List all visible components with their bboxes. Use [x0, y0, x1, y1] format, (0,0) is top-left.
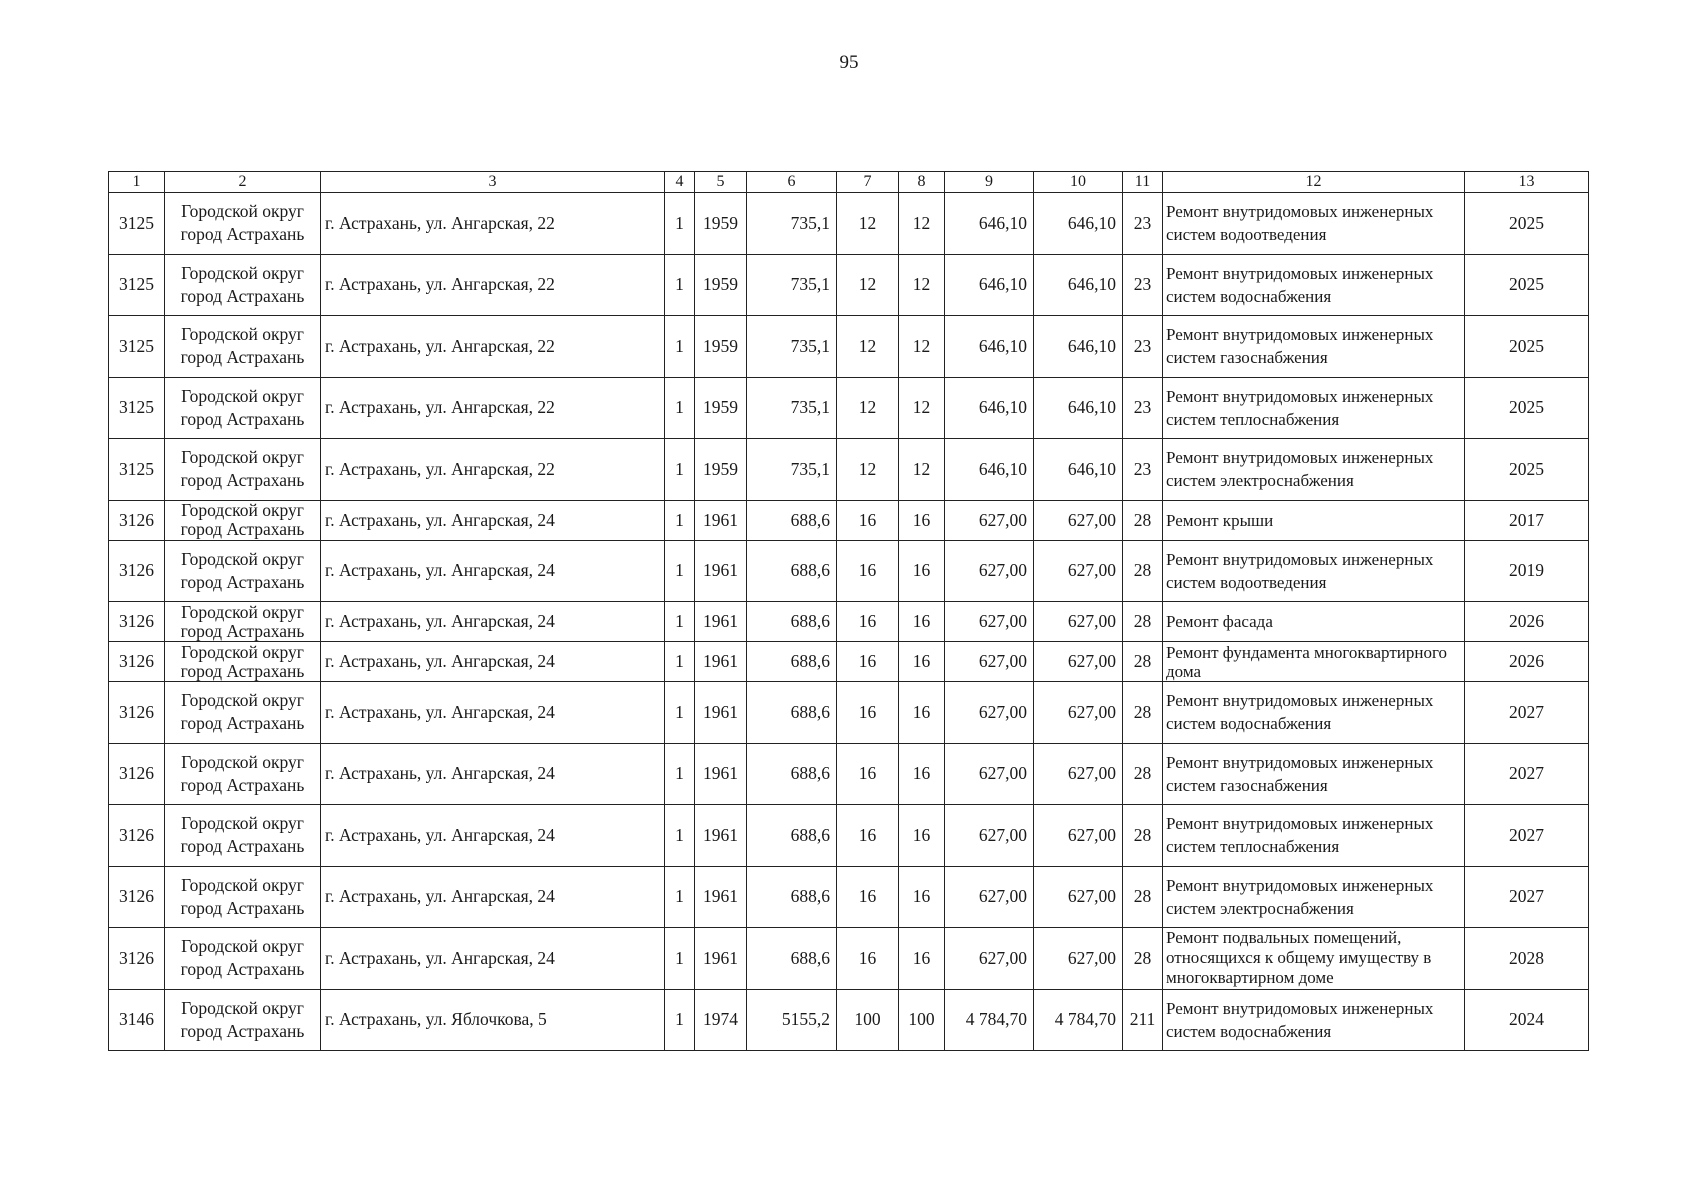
- address-cell: г. Астрахань, ул. Ангарская, 22: [321, 316, 665, 378]
- column-header: 10: [1034, 172, 1123, 193]
- residents-cell: 23: [1123, 439, 1163, 501]
- municipality-cell: Городской округ город Астрахань: [165, 316, 321, 378]
- address-cell: г. Астрахань, ул. Ангарская, 24: [321, 866, 665, 928]
- address-cell: г. Астрахань, ул. Ангарская, 22: [321, 377, 665, 439]
- row-number-cell: 3126: [109, 602, 165, 642]
- table-row: [109, 540, 1589, 602]
- repair-year-cell: 2025: [1465, 193, 1589, 255]
- col10-cell: 627,00: [1034, 805, 1123, 867]
- living-area-cell: 627,00: [945, 642, 1034, 682]
- address-cell: г. Астрахань, ул. Ангарская, 24: [321, 642, 665, 682]
- total-area-cell: 735,1: [747, 254, 837, 316]
- col4-cell: 1: [665, 866, 695, 928]
- column-header: 2: [165, 172, 321, 193]
- residents-cell: 28: [1123, 540, 1163, 602]
- living-area-cell: 646,10: [945, 377, 1034, 439]
- year-built-cell: 1961: [695, 602, 747, 642]
- repair-year-cell: 2027: [1465, 866, 1589, 928]
- residents-cell: 28: [1123, 682, 1163, 744]
- row-number-cell: 3126: [109, 540, 165, 602]
- repair-year-cell: 2025: [1465, 316, 1589, 378]
- col8-cell: 12: [899, 439, 945, 501]
- col4-cell: 1: [665, 193, 695, 255]
- living-area-cell: 646,10: [945, 316, 1034, 378]
- living-area-cell: 627,00: [945, 866, 1034, 928]
- total-area-cell: 688,6: [747, 642, 837, 682]
- total-area-cell: 688,6: [747, 743, 837, 805]
- municipality-cell: Городской округ город Астрахань: [165, 989, 321, 1051]
- table-body: [109, 193, 1589, 1051]
- col8-cell: 12: [899, 193, 945, 255]
- work-type-cell: Ремонт подвальных помещений, относящихся к общему имуществу в многоквартирном доме: [1163, 928, 1465, 990]
- work-type-cell: Ремонт внутридомовых инженерных систем газоснабжения: [1163, 316, 1465, 378]
- repair-year-cell: 2026: [1465, 642, 1589, 682]
- year-built-cell: 1961: [695, 743, 747, 805]
- column-header: 12: [1163, 172, 1465, 193]
- work-type-cell: Ремонт внутридомовых инженерных систем водоотведения: [1163, 540, 1465, 602]
- row-number-cell: 3125: [109, 193, 165, 255]
- repair-year-cell: 2024: [1465, 989, 1589, 1051]
- col7-cell: 100: [837, 989, 899, 1051]
- residents-cell: 28: [1123, 928, 1163, 990]
- col7-cell: 12: [837, 316, 899, 378]
- column-header: 4: [665, 172, 695, 193]
- municipality-cell: Городской округ город Астрахань: [165, 254, 321, 316]
- municipality-cell: Городской округ город Астрахань: [165, 377, 321, 439]
- total-area-cell: 688,6: [747, 682, 837, 744]
- col10-cell: 646,10: [1034, 377, 1123, 439]
- table-row: [109, 439, 1589, 501]
- total-area-cell: 5155,2: [747, 989, 837, 1051]
- residents-cell: 23: [1123, 377, 1163, 439]
- col8-cell: 16: [899, 743, 945, 805]
- year-built-cell: 1961: [695, 805, 747, 867]
- year-built-cell: 1961: [695, 928, 747, 990]
- residents-cell: 23: [1123, 193, 1163, 255]
- row-number-cell: 3125: [109, 439, 165, 501]
- residents-cell: 28: [1123, 500, 1163, 540]
- work-type-cell: Ремонт внутридомовых инженерных систем теплоснабжения: [1163, 805, 1465, 867]
- table-row: [109, 805, 1589, 867]
- repair-year-cell: 2027: [1465, 743, 1589, 805]
- col10-cell: 646,10: [1034, 193, 1123, 255]
- address-cell: г. Астрахань, ул. Ангарская, 24: [321, 743, 665, 805]
- col7-cell: 12: [837, 377, 899, 439]
- column-header: 3: [321, 172, 665, 193]
- col8-cell: 16: [899, 642, 945, 682]
- work-type-cell: Ремонт внутридомовых инженерных систем электроснабжения: [1163, 439, 1465, 501]
- column-header: 8: [899, 172, 945, 193]
- column-header: 5: [695, 172, 747, 193]
- col4-cell: 1: [665, 682, 695, 744]
- row-number-cell: 3125: [109, 316, 165, 378]
- table-row: [109, 642, 1589, 682]
- residents-cell: 23: [1123, 316, 1163, 378]
- living-area-cell: 646,10: [945, 439, 1034, 501]
- work-type-cell: Ремонт внутридомовых инженерных систем водоснабжения: [1163, 682, 1465, 744]
- total-area-cell: 735,1: [747, 377, 837, 439]
- year-built-cell: 1961: [695, 866, 747, 928]
- col4-cell: 1: [665, 439, 695, 501]
- address-cell: г. Астрахань, ул. Ангарская, 24: [321, 500, 665, 540]
- col4-cell: 1: [665, 377, 695, 439]
- address-cell: г. Астрахань, ул. Яблочкова, 5: [321, 989, 665, 1051]
- year-built-cell: 1974: [695, 989, 747, 1051]
- address-cell: г. Астрахань, ул. Ангарская, 22: [321, 439, 665, 501]
- col7-cell: 12: [837, 439, 899, 501]
- year-built-cell: 1959: [695, 193, 747, 255]
- living-area-cell: 627,00: [945, 743, 1034, 805]
- col10-cell: 627,00: [1034, 602, 1123, 642]
- row-number-cell: 3126: [109, 682, 165, 744]
- repair-year-cell: 2026: [1465, 602, 1589, 642]
- col7-cell: 16: [837, 743, 899, 805]
- col10-cell: 646,10: [1034, 316, 1123, 378]
- column-header: 1: [109, 172, 165, 193]
- column-header: 9: [945, 172, 1034, 193]
- address-cell: г. Астрахань, ул. Ангарская, 22: [321, 254, 665, 316]
- living-area-cell: 627,00: [945, 682, 1034, 744]
- col10-cell: 627,00: [1034, 866, 1123, 928]
- work-type-cell: Ремонт внутридомовых инженерных систем водоотведения: [1163, 193, 1465, 255]
- total-area-cell: 735,1: [747, 316, 837, 378]
- col8-cell: 100: [899, 989, 945, 1051]
- row-number-cell: 3125: [109, 254, 165, 316]
- col7-cell: 12: [837, 254, 899, 316]
- col7-cell: 16: [837, 805, 899, 867]
- column-header: 13: [1465, 172, 1589, 193]
- table-row: [109, 316, 1589, 378]
- col4-cell: 1: [665, 500, 695, 540]
- residents-cell: 28: [1123, 642, 1163, 682]
- repair-year-cell: 2025: [1465, 439, 1589, 501]
- col7-cell: 16: [837, 866, 899, 928]
- total-area-cell: 688,6: [747, 602, 837, 642]
- col10-cell: 627,00: [1034, 928, 1123, 990]
- repair-year-cell: 2025: [1465, 377, 1589, 439]
- col10-cell: 627,00: [1034, 642, 1123, 682]
- living-area-cell: 627,00: [945, 540, 1034, 602]
- table-row: [109, 193, 1589, 255]
- municipality-cell: Городской округ город Астрахань: [165, 805, 321, 867]
- total-area-cell: 688,6: [747, 500, 837, 540]
- living-area-cell: 627,00: [945, 928, 1034, 990]
- municipality-cell: Городской округ город Астрахань: [165, 743, 321, 805]
- repair-year-cell: 2019: [1465, 540, 1589, 602]
- col7-cell: 16: [837, 682, 899, 744]
- col10-cell: 646,10: [1034, 439, 1123, 501]
- work-type-cell: Ремонт внутридомовых инженерных систем водоснабжения: [1163, 254, 1465, 316]
- col8-cell: 16: [899, 540, 945, 602]
- column-header: 11: [1123, 172, 1163, 193]
- col7-cell: 16: [837, 500, 899, 540]
- col4-cell: 1: [665, 254, 695, 316]
- total-area-cell: 688,6: [747, 928, 837, 990]
- address-cell: г. Астрахань, ул. Ангарская, 24: [321, 928, 665, 990]
- table-row: [109, 377, 1589, 439]
- repair-year-cell: 2025: [1465, 254, 1589, 316]
- work-type-cell: Ремонт внутридомовых инженерных систем теплоснабжения: [1163, 377, 1465, 439]
- row-number-cell: 3146: [109, 989, 165, 1051]
- municipality-cell: Городской округ город Астрахань: [165, 682, 321, 744]
- table-row: [109, 866, 1589, 928]
- table-row: [109, 602, 1589, 642]
- col8-cell: 16: [899, 928, 945, 990]
- col10-cell: 627,00: [1034, 743, 1123, 805]
- year-built-cell: 1959: [695, 316, 747, 378]
- col8-cell: 16: [899, 602, 945, 642]
- repair-schedule-table: [108, 171, 1589, 1051]
- work-type-cell: Ремонт фундамента многоквартирного дома: [1163, 642, 1465, 682]
- repair-year-cell: 2028: [1465, 928, 1589, 990]
- col8-cell: 12: [899, 316, 945, 378]
- column-number-row: [109, 172, 1589, 193]
- municipality-cell: Городской округ город Астрахань: [165, 866, 321, 928]
- year-built-cell: 1961: [695, 500, 747, 540]
- residents-cell: 28: [1123, 866, 1163, 928]
- page-number: 95: [839, 52, 859, 73]
- repair-year-cell: 2027: [1465, 682, 1589, 744]
- col4-cell: 1: [665, 642, 695, 682]
- total-area-cell: 688,6: [747, 805, 837, 867]
- column-header: 7: [837, 172, 899, 193]
- table-row: [109, 254, 1589, 316]
- col4-cell: 1: [665, 805, 695, 867]
- table-row: [109, 928, 1589, 990]
- row-number-cell: 3126: [109, 866, 165, 928]
- address-cell: г. Астрахань, ул. Ангарская, 24: [321, 805, 665, 867]
- living-area-cell: 646,10: [945, 254, 1034, 316]
- col10-cell: 627,00: [1034, 500, 1123, 540]
- work-type-cell: Ремонт крыши: [1163, 500, 1465, 540]
- total-area-cell: 735,1: [747, 439, 837, 501]
- row-number-cell: 3126: [109, 642, 165, 682]
- row-number-cell: 3126: [109, 500, 165, 540]
- work-type-cell: Ремонт фасада: [1163, 602, 1465, 642]
- total-area-cell: 688,6: [747, 540, 837, 602]
- col8-cell: 12: [899, 254, 945, 316]
- year-built-cell: 1959: [695, 254, 747, 316]
- residents-cell: 28: [1123, 602, 1163, 642]
- col10-cell: 646,10: [1034, 254, 1123, 316]
- table-row: [109, 989, 1589, 1051]
- col7-cell: 16: [837, 642, 899, 682]
- col8-cell: 12: [899, 377, 945, 439]
- address-cell: г. Астрахань, ул. Ангарская, 24: [321, 682, 665, 744]
- table-row: [109, 743, 1589, 805]
- table-row: [109, 500, 1589, 540]
- work-type-cell: Ремонт внутридомовых инженерных систем водоснабжения: [1163, 989, 1465, 1051]
- col10-cell: 627,00: [1034, 682, 1123, 744]
- column-header: 6: [747, 172, 837, 193]
- repair-year-cell: 2017: [1465, 500, 1589, 540]
- municipality-cell: Городской округ город Астрахань: [165, 540, 321, 602]
- row-number-cell: 3126: [109, 928, 165, 990]
- municipality-cell: Городской округ город Астрахань: [165, 439, 321, 501]
- residents-cell: 28: [1123, 805, 1163, 867]
- address-cell: г. Астрахань, ул. Ангарская, 22: [321, 193, 665, 255]
- municipality-cell: Городской округ город Астрахань: [165, 602, 321, 642]
- col8-cell: 16: [899, 500, 945, 540]
- col4-cell: 1: [665, 602, 695, 642]
- table-row: [109, 682, 1589, 744]
- col8-cell: 16: [899, 805, 945, 867]
- work-type-cell: Ремонт внутридомовых инженерных систем электроснабжения: [1163, 866, 1465, 928]
- living-area-cell: 627,00: [945, 500, 1034, 540]
- col4-cell: 1: [665, 316, 695, 378]
- col7-cell: 12: [837, 193, 899, 255]
- address-cell: г. Астрахань, ул. Ангарская, 24: [321, 540, 665, 602]
- year-built-cell: 1961: [695, 540, 747, 602]
- row-number-cell: 3126: [109, 805, 165, 867]
- living-area-cell: 646,10: [945, 193, 1034, 255]
- year-built-cell: 1961: [695, 682, 747, 744]
- residents-cell: 211: [1123, 989, 1163, 1051]
- address-cell: г. Астрахань, ул. Ангарская, 24: [321, 602, 665, 642]
- municipality-cell: Городской округ город Астрахань: [165, 928, 321, 990]
- col10-cell: 627,00: [1034, 540, 1123, 602]
- municipality-cell: Городской округ город Астрахань: [165, 642, 321, 682]
- col7-cell: 16: [837, 540, 899, 602]
- year-built-cell: 1961: [695, 642, 747, 682]
- living-area-cell: 627,00: [945, 805, 1034, 867]
- col8-cell: 16: [899, 682, 945, 744]
- col4-cell: 1: [665, 540, 695, 602]
- municipality-cell: Городской округ город Астрахань: [165, 193, 321, 255]
- col4-cell: 1: [665, 989, 695, 1051]
- residents-cell: 28: [1123, 743, 1163, 805]
- repair-year-cell: 2027: [1465, 805, 1589, 867]
- col4-cell: 1: [665, 928, 695, 990]
- municipality-cell: Городской округ город Астрахань: [165, 500, 321, 540]
- total-area-cell: 688,6: [747, 866, 837, 928]
- col7-cell: 16: [837, 928, 899, 990]
- col8-cell: 16: [899, 866, 945, 928]
- col7-cell: 16: [837, 602, 899, 642]
- col10-cell: 4 784,70: [1034, 989, 1123, 1051]
- work-type-cell: Ремонт внутридомовых инженерных систем газоснабжения: [1163, 743, 1465, 805]
- year-built-cell: 1959: [695, 439, 747, 501]
- residents-cell: 23: [1123, 254, 1163, 316]
- row-number-cell: 3125: [109, 377, 165, 439]
- living-area-cell: 627,00: [945, 602, 1034, 642]
- table-header: [109, 172, 1589, 193]
- row-number-cell: 3126: [109, 743, 165, 805]
- living-area-cell: 4 784,70: [945, 989, 1034, 1051]
- total-area-cell: 735,1: [747, 193, 837, 255]
- year-built-cell: 1959: [695, 377, 747, 439]
- col4-cell: 1: [665, 743, 695, 805]
